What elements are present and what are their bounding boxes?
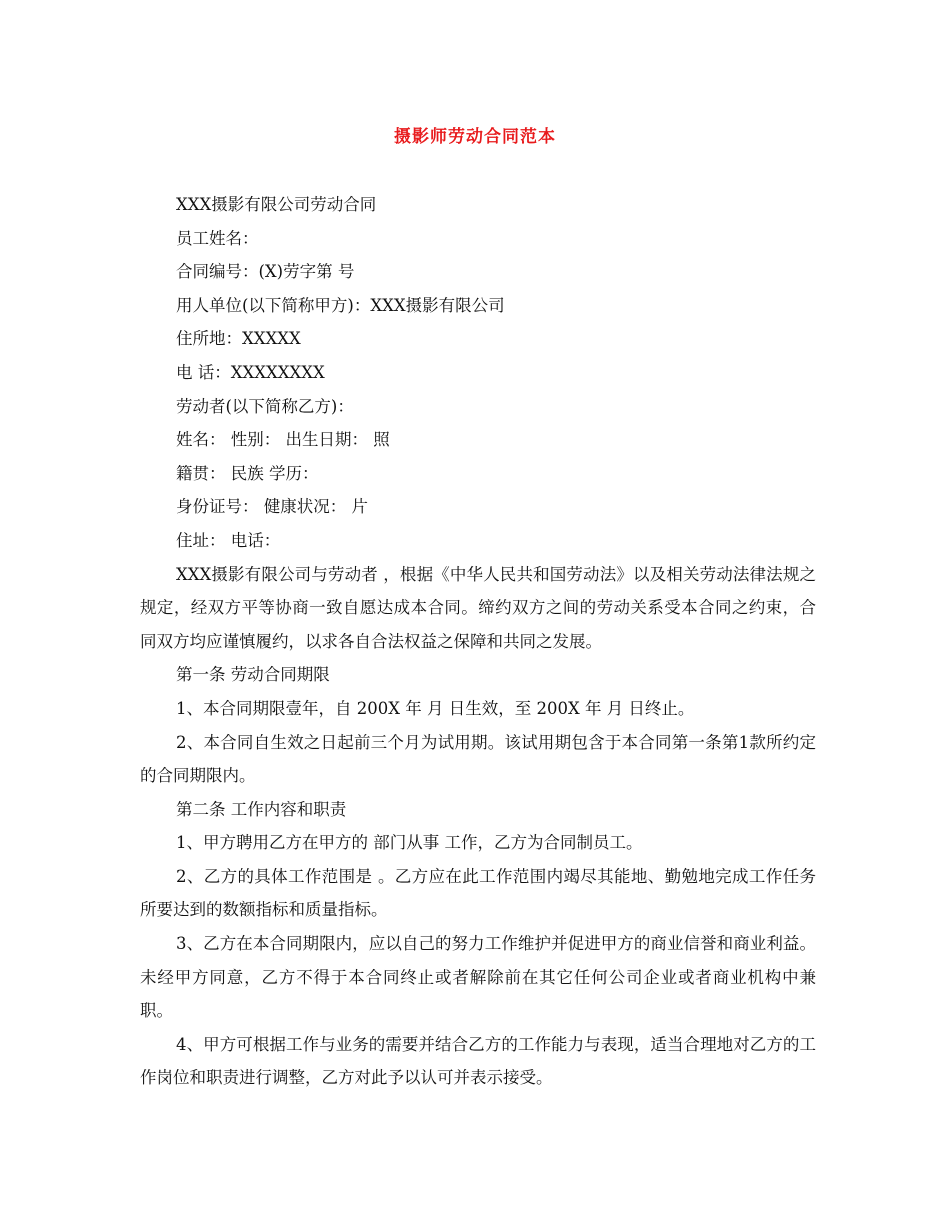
paragraph-id-health: 身份证号： 健康状况： 片 [176, 497, 368, 517]
paragraph-company-contract-heading: XXX摄影有限公司劳动合同 [176, 195, 377, 214]
paragraph-employer: 用人单位(以下简称甲方)：XXX摄影有限公司 [176, 295, 505, 315]
paragraph-contract-number: 合同编号：(X)劳字第 号 [176, 262, 355, 282]
paragraph-origin-ethnicity-education: 籍贯： 民族 学历： [176, 463, 319, 483]
paragraph-residence-phone: 住址： 电话： [176, 530, 281, 550]
article-2-clause-2: 2、乙方的具体工作范围是 。乙方应在此工作范围内竭尽其能地、勤勉地完成工作任务所要达到的数额指标和质量指标。 [140, 866, 816, 920]
document-title: 摄影师劳动合同范本 [394, 127, 556, 147]
paragraph-worker: 劳动者(以下简称乙方)： [176, 396, 354, 416]
article-1-heading: 第一条 劳动合同期限 [176, 665, 330, 685]
article-2-clause-4: 4、甲方可根据工作与业务的需要并结合乙方的工作能力与表现，适当合理地对乙方的工作岗位和职责进行调整，乙方对此予以认可并表示接受。 [140, 1034, 816, 1088]
article-1-clause-2: 2、本合同自生效之日起前三个月为试用期。该试用期包含于本合同第一条第1款所约定的合同期限内。 [140, 732, 816, 786]
paragraph-phone: 电 话：XXXXXXXX [176, 362, 325, 382]
paragraph-address: 住所地：XXXXX [176, 329, 301, 349]
article-1-clause-1: 1、本合同期限壹年，自 200X 年 月 日生效，至 200X 年 月 日终止。 [176, 698, 695, 718]
paragraph-preamble: XXX摄影有限公司与劳动者 ，根据《中华人民共和国劳动法》以及相关劳动法律法规之规定，经双方平等协商一致自愿达成本合同。缔约双方之间的劳动关系受本合同之约束，合同双方均应谨慎履约，以求各自合法权益之保障和共同之发展。 [140, 564, 816, 651]
document-body [140, 188, 816, 1095]
paragraph-employee-name: 员工姓名： [176, 228, 259, 248]
article-2-heading: 第二条 工作内容和职责 [176, 799, 347, 819]
paragraph-name-gender-birth: 姓名： 性别： 出生日期： 照 [176, 430, 390, 450]
article-2-clause-3: 3、乙方在本合同期限内，应以自己的努力工作维护并促进甲方的商业信誉和商业利益。未经甲方同意，乙方不得于本合同终止或者解除前在其它任何公司企业或者商业机构中兼职。 [140, 934, 816, 1021]
article-2-clause-1: 1、甲方聘用乙方在甲方的 部门从事 工作，乙方为合同制员工。 [176, 833, 643, 853]
